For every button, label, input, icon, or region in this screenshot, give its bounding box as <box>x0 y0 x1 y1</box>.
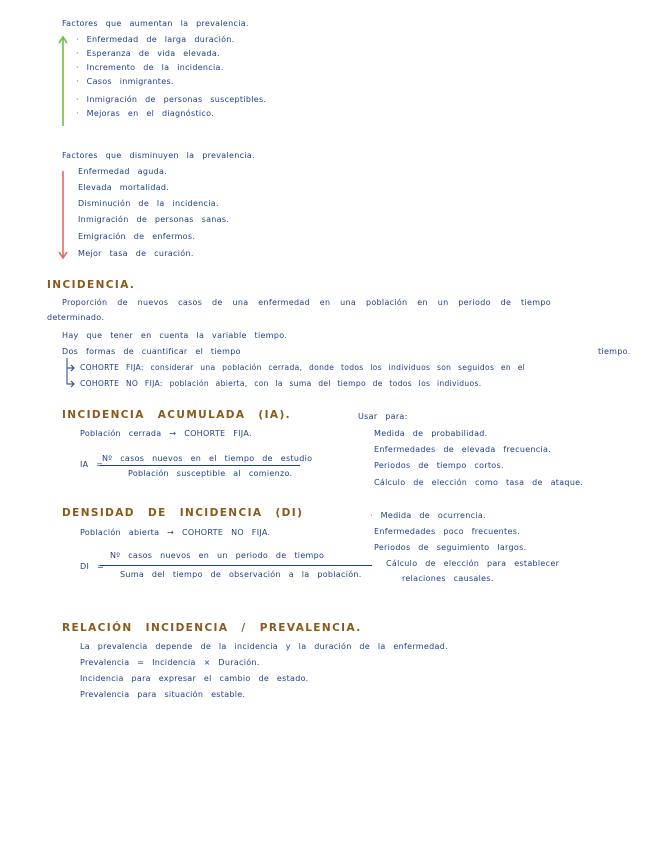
ia-denominator: Población susceptible al comienzo. <box>128 469 293 478</box>
fixed-cohort-text: COHORTE FIJA: considerar una población cerrada, donde todos los individuos son seguidos en el <box>80 363 526 372</box>
decrease-factor-item: Enfermedad aguda. <box>78 167 168 176</box>
incidence-definition-end: determinado. <box>47 313 105 322</box>
increase-factor-item: · Enfermedad de larga duración. <box>76 35 235 44</box>
increase-factors-title: Factores que aumentan la prevalencia. <box>62 19 249 28</box>
increase-factor-item: · Inmigración de personas susceptibles. <box>76 95 267 104</box>
open-cohort-text: COHORTE NO FIJA: población abierta, con la suma del tiempo de todos los individuos. <box>80 379 482 388</box>
ia-formula-label: IA = <box>80 460 104 469</box>
di-use-item: relaciones causales. <box>402 574 494 583</box>
uses-title: Usar para: <box>358 412 408 421</box>
di-use-item: · Medida de ocurrencia. <box>370 511 486 520</box>
ia-use-item: Medida de probabilidad. <box>374 429 488 438</box>
time-ways-text: Dos formas de cuantificar el tiempo <box>62 347 241 356</box>
di-use-item: Periodos de seguimiento largos. <box>374 543 527 552</box>
decrease-factor-item: Mejor tasa de curación. <box>78 249 194 258</box>
increase-factor-item: · Incremento de la incidencia. <box>76 63 224 72</box>
ia-use-item: Cálculo de elección como tasa de ataque. <box>374 478 584 487</box>
incidence-heading: INCIDENCIA. <box>47 279 136 291</box>
decrease-factor-item: Inmigración de personas sanas. <box>78 215 230 224</box>
decrease-factor-item: Disminución de la incidencia. <box>78 199 219 208</box>
cumulative-incidence-heading: INCIDENCIA ACUMULADA (IA). <box>62 409 292 421</box>
increase-factor-item: · Casos inmigrantes. <box>76 77 174 86</box>
ia-numerator: Nº casos nuevos en el tiempo de estudio <box>102 454 313 463</box>
decrease-factors-title: Factores que disminuyen la prevalencia. <box>62 151 255 160</box>
decrease-factor-item: Emigración de enfermos. <box>78 232 196 241</box>
closed-population-text: Población cerrada → COHORTE FIJA. <box>80 429 252 438</box>
relation-heading: RELACIÓN INCIDENCIA / PREVALENCIA. <box>62 622 362 634</box>
relation-line: La prevalencia depende de la incidencia y la duración de la enfermedad. <box>80 642 448 651</box>
increase-factor-item: · Esperanza de vida elevada. <box>76 49 220 58</box>
open-population-text: Población abierta → COHORTE NO FIJA. <box>80 528 271 537</box>
relation-line: Incidencia para expresar el cambio de estado. <box>80 674 309 683</box>
ia-use-item: Enfermedades de elevada frecuencia. <box>374 445 552 454</box>
time-ways-end: tiempo. <box>598 347 631 356</box>
decrease-factor-item: Elevada mortalidad. <box>78 183 170 192</box>
relation-line: Prevalencia = Incidencia × Duración. <box>80 658 260 667</box>
di-denominator: Suma del tiempo de observación a la población. <box>120 570 362 579</box>
ia-use-item: Periodos de tiempo cortos. <box>374 461 504 470</box>
incidence-definition: Proporción de nuevos casos de una enfermedad en una población en un periodo de tiempo <box>62 298 551 307</box>
di-use-item: Cálculo de elección para establecer <box>386 559 560 568</box>
increase-factor-item: · Mejoras en el diagnóstico. <box>76 109 215 118</box>
green-up-arrow-icon <box>58 36 68 128</box>
ia-fraction-line <box>100 465 300 466</box>
relation-line: Prevalencia para situación estable. <box>80 690 246 699</box>
time-variable-note: Hay que tener en cuenta la variable tiempo. <box>62 331 288 340</box>
di-formula-label: DI = <box>80 562 104 571</box>
branch-arrow-icon <box>64 358 76 386</box>
red-down-arrow-icon <box>58 170 68 260</box>
di-fraction-line <box>100 565 372 566</box>
incidence-density-heading: DENSIDAD DE INCIDENCIA (DI) <box>62 507 304 519</box>
di-use-item: Enfermedades poco frecuentes. <box>374 527 521 536</box>
di-numerator: Nº casos nuevos en un periodo de tiempo <box>110 551 325 560</box>
